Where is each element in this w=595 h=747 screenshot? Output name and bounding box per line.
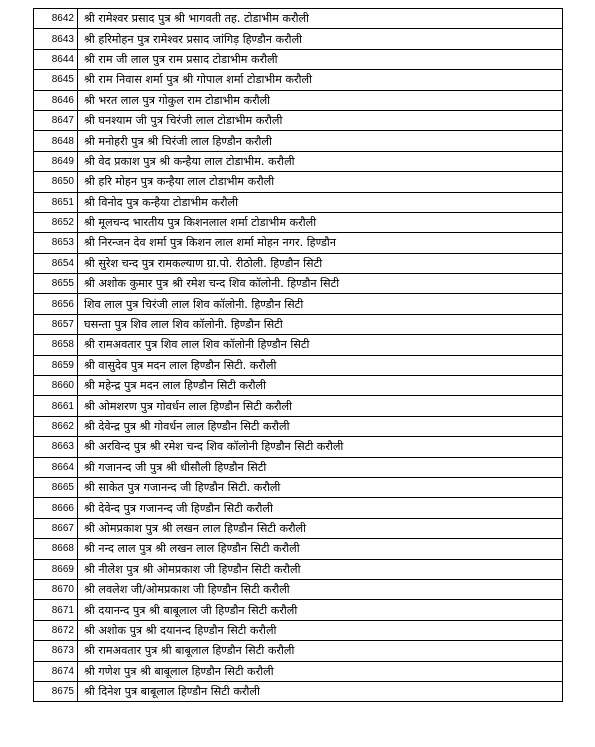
table-row: [34, 70, 563, 90]
serial-number: 8674: [34, 661, 78, 681]
record-text: श्री देवेन्द्र पुत्र श्री गोवर्धन लाल हिण्डौन सिटी करौली: [78, 416, 563, 436]
record-text: श्री रामेश्वर प्रसाद पुत्र श्री भागवती तह. टोडाभीम करौली: [78, 9, 563, 29]
table-row: [34, 314, 563, 334]
table-row: [34, 90, 563, 110]
record-text: श्री मनोहरी पुत्र श्री चिरंजी लाल हिण्डौन करौली: [78, 131, 563, 151]
table-row: [34, 151, 563, 171]
serial-number: 8673: [34, 641, 78, 661]
record-text: श्री मूलचन्द भारतीय पुत्र किशनलाल शर्मा टोडाभीम करौली: [78, 212, 563, 232]
serial-number: 8649: [34, 151, 78, 171]
record-text: श्री रामअवतार पुत्र श्री बाबूलाल हिण्डौन सिटी करौली: [78, 641, 563, 661]
table-row: [34, 131, 563, 151]
serial-number: 8645: [34, 70, 78, 90]
serial-number: 8653: [34, 233, 78, 253]
record-sheet: [33, 8, 562, 702]
table-row: [34, 661, 563, 681]
serial-number: 8666: [34, 498, 78, 518]
record-text: श्री लवलेश जी/ओमप्रकाश जी हिण्डौन सिटी करौली: [78, 579, 563, 599]
record-text: श्री विनोद पुत्र कन्हैया टोडाभीम करौली: [78, 192, 563, 212]
record-text: घसन्ता पुत्र शिव लाल शिव कॉलोनी. हिण्डौन सिटी: [78, 314, 563, 334]
serial-number: 8642: [34, 9, 78, 29]
serial-number: 8647: [34, 110, 78, 130]
table-row: [34, 559, 563, 579]
table-row: [34, 294, 563, 314]
serial-number: 8655: [34, 274, 78, 294]
serial-number: 8664: [34, 457, 78, 477]
serial-number: 8652: [34, 212, 78, 232]
table-row: [34, 518, 563, 538]
table-row: [34, 416, 563, 436]
record-text: श्री निरन्जन देव शर्मा पुत्र किशन लाल शर्मा मोहन नगर. हिण्डौन: [78, 233, 563, 253]
table-row: [34, 355, 563, 375]
record-text: श्री वासुदेव पुत्र मदन लाल हिण्डौन सिटी. करौली: [78, 355, 563, 375]
table-row: [34, 192, 563, 212]
serial-number: 8644: [34, 49, 78, 69]
record-text: श्री ओमप्रकाश पुत्र श्री लखन लाल हिण्डौन सिटी करौली: [78, 518, 563, 538]
record-text: श्री भरत लाल पुत्र गोकुल राम टोडाभीम करौली: [78, 90, 563, 110]
serial-number: 8668: [34, 539, 78, 559]
serial-number: 8667: [34, 518, 78, 538]
table-row: [34, 9, 563, 29]
serial-number: 8658: [34, 335, 78, 355]
records-table: [33, 8, 563, 702]
record-text: श्री नीलेश पुत्र श्री ओमप्रकाश जी हिण्डौन सिटी करौली: [78, 559, 563, 579]
serial-number: 8643: [34, 29, 78, 49]
serial-number: 8671: [34, 600, 78, 620]
record-text: श्री गजानन्द जी पुत्र श्री धीसौली हिण्डौन सिटी: [78, 457, 563, 477]
record-text: शिव लाल पुत्र चिरंजी लाल शिव कॉलोनी. हिण्डौन सिटी: [78, 294, 563, 314]
record-text: श्री अशोक पुत्र श्री दयानन्द हिण्डौन सिटी करौली: [78, 620, 563, 640]
table-row: [34, 498, 563, 518]
serial-number: 8654: [34, 253, 78, 273]
record-text: श्री राम निवास शर्मा पुत्र श्री गोपाल शर्मा टोडाभीम करौली: [78, 70, 563, 90]
record-text: श्री दिनेश पुत्र बाबूलाल हिण्डौन सिटी करौली: [78, 681, 563, 701]
record-text: श्री वेद प्रकाश पुत्र श्री कन्हैया लाल टोडाभीम. करौली: [78, 151, 563, 171]
table-row: [34, 396, 563, 416]
table-row: [34, 641, 563, 661]
record-text: श्री हरिमोहन पुत्र रामेश्वर प्रसाद जांगिड़ हिण्डौन करौली: [78, 29, 563, 49]
table-row: [34, 477, 563, 497]
serial-number: 8661: [34, 396, 78, 416]
table-row: [34, 376, 563, 396]
serial-number: 8663: [34, 437, 78, 457]
record-text: श्री अशोक कुमार पुत्र श्री रमेश चन्द शिव कॉलोनी. हिण्डौन सिटी: [78, 274, 563, 294]
records-table-body: [34, 9, 563, 702]
serial-number: 8669: [34, 559, 78, 579]
serial-number: 8659: [34, 355, 78, 375]
record-text: श्री देवेन्द पुत्र गजानन्द जी हिण्डौन सिटी करौली: [78, 498, 563, 518]
table-row: [34, 29, 563, 49]
table-row: [34, 212, 563, 232]
table-row: [34, 539, 563, 559]
table-row: [34, 681, 563, 701]
serial-number: 8675: [34, 681, 78, 701]
table-row: [34, 457, 563, 477]
serial-number: 8657: [34, 314, 78, 334]
record-text: श्री रामअवतार पुत्र शिव लाल शिव कॉलोनी हिण्डौन सिटी: [78, 335, 563, 355]
record-text: श्री राम जी लाल पुत्र राम प्रसाद टोडाभीम करौली: [78, 49, 563, 69]
record-text: श्री अरविन्द पुत्र श्री रमेश चन्द शिव कॉलोनी हिण्डौन सिटी करौली: [78, 437, 563, 457]
table-row: [34, 274, 563, 294]
serial-number: 8670: [34, 579, 78, 599]
serial-number: 8662: [34, 416, 78, 436]
record-text: श्री हरि मोहन पुत्र कन्हैया लाल टोडाभीम करौली: [78, 172, 563, 192]
table-row: [34, 579, 563, 599]
table-row: [34, 437, 563, 457]
serial-number: 8665: [34, 477, 78, 497]
table-row: [34, 233, 563, 253]
serial-number: 8646: [34, 90, 78, 110]
record-text: श्री नन्द लाल पुत्र श्री लखन लाल हिण्डौन सिटी करौली: [78, 539, 563, 559]
table-row: [34, 110, 563, 130]
table-row: [34, 600, 563, 620]
record-text: श्री महेन्द्र पुत्र मदन लाल हिण्डौन सिटी करौली: [78, 376, 563, 396]
record-text: श्री साकेत पुत्र गजानन्द जी हिण्डौन सिटी. करौली: [78, 477, 563, 497]
serial-number: 8648: [34, 131, 78, 151]
record-text: श्री गणेश पुत्र श्री बाबूलाल हिण्डौन सिटी करौली: [78, 661, 563, 681]
record-text: श्री ओमशरण पुत्र गोवर्धन लाल हिण्डौन सिटी करौली: [78, 396, 563, 416]
table-row: [34, 172, 563, 192]
serial-number: 8651: [34, 192, 78, 212]
table-row: [34, 253, 563, 273]
serial-number: 8672: [34, 620, 78, 640]
table-row: [34, 620, 563, 640]
record-text: श्री घनश्याम जी पुत्र चिरंजी लाल टोडाभीम करौली: [78, 110, 563, 130]
record-text: श्री दयानन्द पुत्र श्री बाबूलाल जी हिण्डौन सिटी करौली: [78, 600, 563, 620]
serial-number: 8650: [34, 172, 78, 192]
record-text: श्री सुरेश चन्द पुत्र रामकल्याण ग्रा.पो. रीठोली. हिण्डौन सिटी: [78, 253, 563, 273]
serial-number: 8656: [34, 294, 78, 314]
serial-number: 8660: [34, 376, 78, 396]
table-row: [34, 335, 563, 355]
table-row: [34, 49, 563, 69]
